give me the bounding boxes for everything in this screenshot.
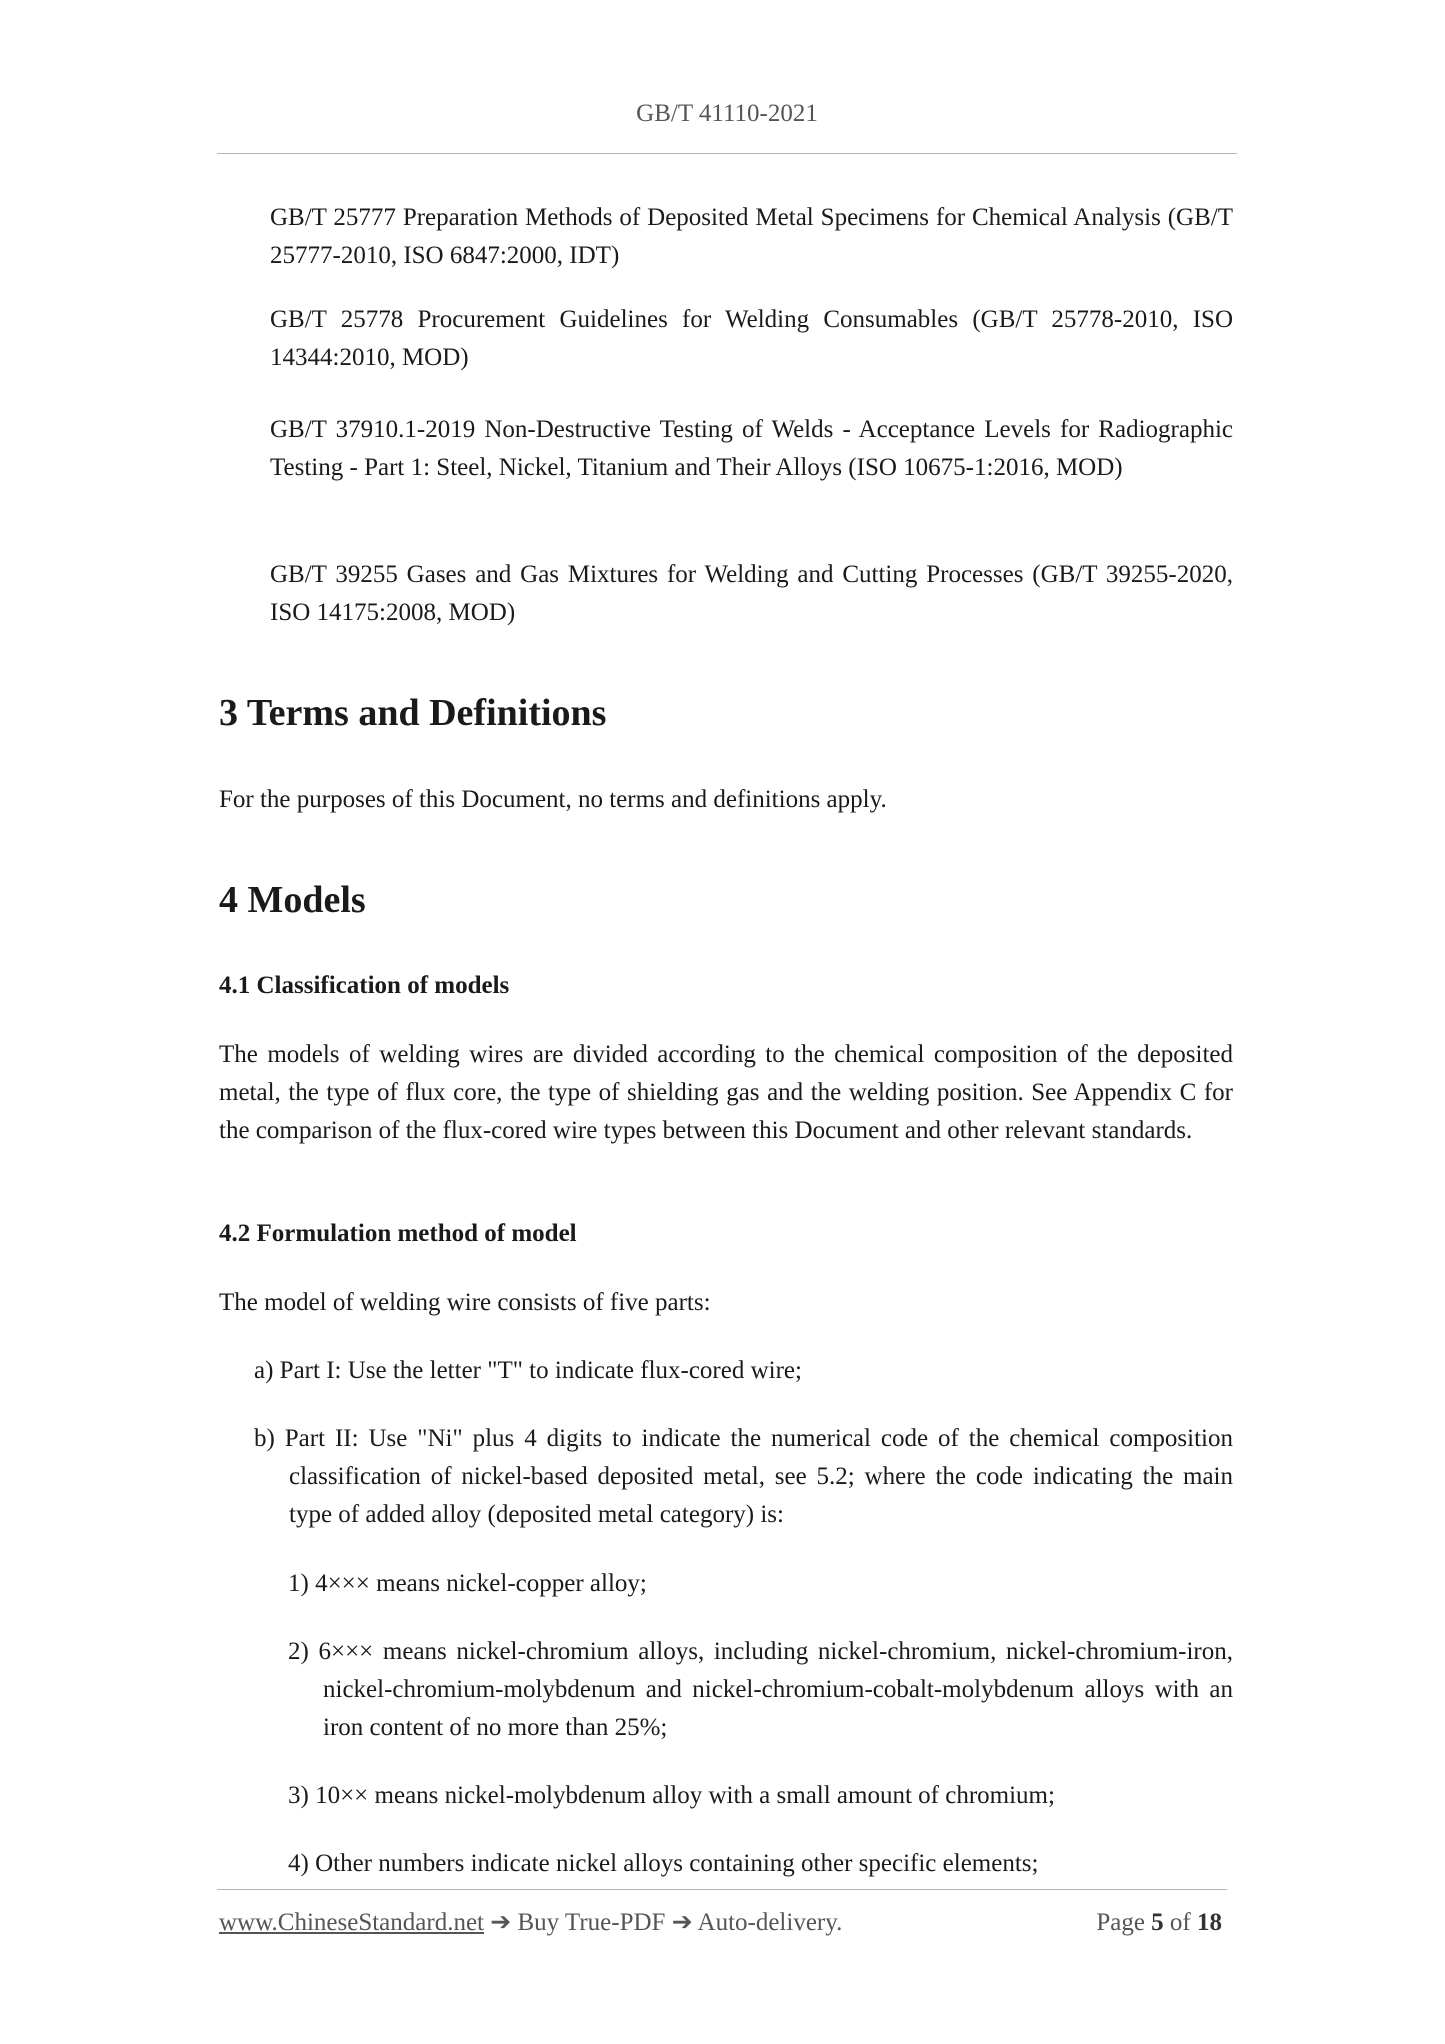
delivery-text: Auto-delivery. (697, 1909, 843, 1936)
footer-promo (219, 1904, 842, 1942)
section-3-text: For the purposes of this Document, no terms and definitions apply. (219, 786, 887, 813)
section-3-heading: 3 Terms and Definitions (219, 692, 607, 734)
section-4-2-intro: The model of welding wire consists of five parts: (219, 1289, 711, 1316)
section-4-1-heading: 4.1 Classification of models (219, 972, 510, 999)
reference-gbt39255: GB/T 39255 Gases and Gas Mixtures for Welding and Cutting Processes (GB/T 39255-2020, ISO 14175:2008, MOD) (270, 561, 1233, 626)
buy-text: Buy True-PDF (517, 1909, 666, 1936)
sub-item-2: 2) 6××× means nickel-chromium alloys, including nickel-chromium, nickel-chromium-iron, nickel-chromium-molybdenum and nickel-chromium-cobalt-molybdenum alloys with an iron content of no more than 25%; (288, 1638, 1233, 1741)
sub-item-3: 3) 10×× means nickel-molybdenum alloy with a small amount of chromium; (288, 1782, 1055, 1809)
page-number (1096, 1904, 1222, 1942)
reference-gbt25777: GB/T 25777 Preparation Methods of Deposited Metal Specimens for Chemical Analysis (GB/T 25777-2010, ISO 6847:2000, IDT) (270, 204, 1233, 269)
header-divider (217, 153, 1237, 154)
list-item-b: b) Part II: Use "Ni" plus 4 digits to indicate the numerical code of the chemical composition classification of nickel-based deposited metal, see 5.2; where the code indicating the main type of added alloy (deposited metal category) is: (254, 1425, 1233, 1528)
chinesestandard-link[interactable]: www.ChineseStandard.net (219, 1909, 484, 1936)
current-page: 5 (1151, 1909, 1164, 1936)
arrow-icon: ➔ (490, 1909, 512, 1936)
reference-gbt25778: GB/T 25778 Procurement Guidelines for Welding Consumables (GB/T 25778-2010, ISO 14344:2010, MOD) (270, 306, 1233, 371)
sub-item-4: 4) Other numbers indicate nickel alloys containing other specific elements; (288, 1850, 1039, 1877)
section-4-2-heading: 4.2 Formulation method of model (219, 1220, 577, 1247)
running-header: GB/T 41110-2021 (636, 100, 818, 127)
section-4-1-text: The models of welding wires are divided according to the chemical composition of the deposited metal, the type of flux core, the type of shielding gas and the welding position. See Appendix C for the comparison of the flux-cored wire types between this Document and other relevant standards. (219, 1041, 1233, 1144)
page-label: Page (1096, 1909, 1145, 1936)
of-label: of (1169, 1909, 1191, 1936)
list-item-a: a) Part I: Use the letter "T" to indicate flux-cored wire; (254, 1357, 802, 1384)
total-pages: 18 (1197, 1909, 1222, 1936)
footer-divider (217, 1889, 1227, 1890)
arrow-icon: ➔ (671, 1909, 693, 1936)
reference-gbt37910: GB/T 37910.1-2019 Non-Destructive Testing of Welds - Acceptance Levels for Radiographic Testing - Part 1: Steel, Nickel, Titanium and Their Alloys (ISO 10675-1:2016, MOD) (270, 416, 1233, 481)
section-4-heading: 4 Models (219, 879, 366, 921)
sub-item-1: 1) 4××× means nickel-copper alloy; (288, 1570, 647, 1597)
